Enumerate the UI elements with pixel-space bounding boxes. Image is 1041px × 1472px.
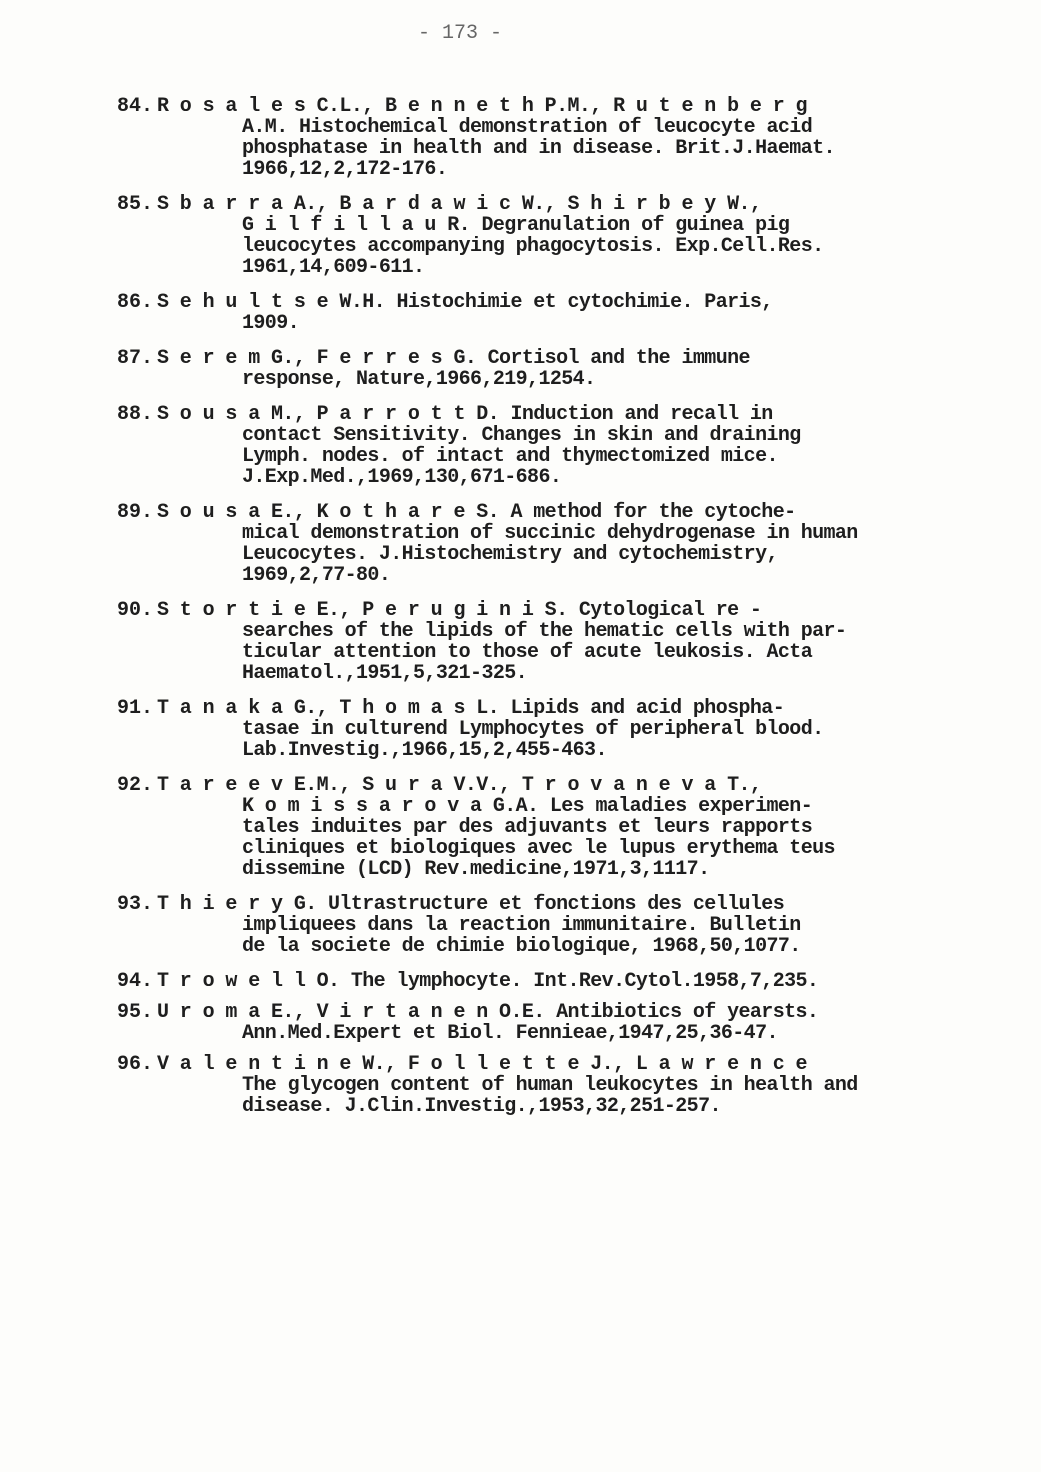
reference-line: A.M. Histochemical demonstration of leucocyte acid	[242, 116, 813, 139]
reference-entry	[117, 600, 957, 684]
reference-number: 92.	[117, 774, 154, 797]
reference-number: 91.	[117, 697, 154, 720]
reference-entry	[117, 292, 957, 334]
reference-line: leucocytes accompanying phagocytosis. Exp.Cell.Res.	[242, 235, 824, 258]
reference-line: G i l f i l l a u R. Degranulation of guinea pig	[242, 214, 790, 237]
reference-line: de la societe de chimie biologique, 1968,50,1077.	[242, 935, 801, 958]
reference-line: Lymph. nodes. of intact and thymectomized mice.	[242, 445, 778, 468]
reference-line: 1969,2,77-80.	[242, 564, 391, 587]
reference-line: V a l e n t i n e W., F o l l e t t e J., L a w r e n c e	[157, 1053, 807, 1076]
reference-text	[157, 96, 957, 180]
reference-number: 89.	[117, 501, 154, 524]
reference-line: 1909.	[242, 312, 300, 335]
reference-text	[157, 194, 957, 278]
reference-line: contact Sensitivity. Changes in skin and draining	[242, 424, 801, 447]
reference-line: The glycogen content of human leukocytes in health and	[242, 1074, 858, 1097]
reference-entry	[117, 775, 957, 880]
reference-line: searches of the lipids of the hematic cells with par-	[242, 620, 847, 643]
reference-line: S e h u l t s e W.H. Histochimie et cytochimie. Paris,	[157, 291, 773, 314]
reference-number: 95.	[117, 1001, 154, 1024]
reference-text	[157, 600, 957, 684]
reference-list	[117, 96, 957, 1127]
reference-line: Leucocytes. J.Histochemistry and cytochemistry,	[242, 543, 778, 566]
reference-number: 94.	[117, 970, 154, 993]
reference-number: 85.	[117, 193, 154, 216]
reference-line: 1966,12,2,172-176.	[242, 158, 448, 181]
reference-line: Haematol.,1951,5,321-325.	[242, 662, 528, 685]
reference-text	[157, 348, 957, 390]
reference-line: ticular attention to those of acute leukosis. Acta	[242, 641, 813, 664]
reference-line: phosphatase in health and in disease. Brit.J.Haemat.	[242, 137, 835, 160]
reference-line: tasae in culturend Lymphocytes of peripheral blood.	[242, 718, 824, 741]
reference-text	[157, 894, 957, 957]
reference-line: Ann.Med.Expert et Biol. Fennieae,1947,25,36-47.	[242, 1022, 778, 1045]
reference-line: S e r e m G., F e r r e s G. Cortisol and the immune	[157, 347, 750, 370]
reference-line: S o u s a E., K o t h a r e S. A method for the cytoche-	[157, 501, 796, 524]
reference-line: J.Exp.Med.,1969,130,671-686.	[242, 466, 562, 489]
reference-entry	[117, 348, 957, 390]
reference-line: T a r e e v E.M., S u r a V.V., T r o v a n e v a T.,	[157, 774, 762, 797]
reference-line: S b a r r a A., B a r d a w i c W., S h i r b e y W.,	[157, 193, 762, 216]
reference-line: S t o r t i e E., P e r u g i n i S. Cytological re -	[157, 599, 762, 622]
reference-entry	[117, 502, 957, 586]
reference-text	[157, 775, 957, 880]
reference-number: 96.	[117, 1053, 154, 1076]
reference-entry	[117, 894, 957, 957]
page-number: - 173 -	[417, 22, 502, 45]
reference-number: 90.	[117, 599, 154, 622]
reference-line: 1961,14,609-611.	[242, 256, 425, 279]
reference-text	[157, 1054, 957, 1117]
reference-number: 86.	[117, 291, 154, 314]
reference-number: 88.	[117, 403, 154, 426]
reference-text	[157, 404, 957, 488]
reference-line: dissemine (LCD) Rev.medicine,1971,3,1117.	[242, 858, 710, 881]
reference-text	[157, 1002, 957, 1044]
reference-entry	[117, 96, 957, 180]
reference-text	[157, 698, 957, 761]
reference-line: tales induites par des adjuvants et leurs rapports	[242, 816, 813, 839]
reference-text	[157, 971, 957, 992]
reference-number: 84.	[117, 95, 154, 118]
reference-line: T a n a k a G., T h o m a s L. Lipids and acid phospha-	[157, 697, 785, 720]
reference-entry	[117, 698, 957, 761]
reference-text	[157, 502, 957, 586]
reference-entry	[117, 971, 957, 992]
reference-entry	[117, 1054, 957, 1117]
reference-entry	[117, 194, 957, 278]
reference-line: T h i e r y G. Ultrastructure et fonctions des cellules	[157, 893, 785, 916]
reference-line: S o u s a M., P a r r o t t D. Induction and recall in	[157, 403, 773, 426]
reference-line: mical demonstration of succinic dehydrogenase in human	[242, 522, 858, 545]
reference-line: R o s a l e s C.L., B e n n e t h P.M., R u t e n b e r g	[157, 95, 807, 118]
reference-line: disease. J.Clin.Investig.,1953,32,251-257.	[242, 1095, 721, 1118]
reference-line: response, Nature,1966,219,1254.	[242, 368, 596, 391]
reference-text	[157, 292, 957, 334]
reference-number: 93.	[117, 893, 154, 916]
reference-line: cliniques et biologiques avec le lupus erythema teus	[242, 837, 835, 860]
reference-line: U r o m a E., V i r t a n e n O.E. Antibiotics of yearsts.	[157, 1001, 819, 1024]
reference-entry	[117, 1002, 957, 1044]
reference-line: Lab.Investig.,1966,15,2,455-463.	[242, 739, 607, 762]
reference-line: impliquees dans la reaction immunitaire. Bulletin	[242, 914, 801, 937]
reference-entry	[117, 404, 957, 488]
reference-number: 87.	[117, 347, 154, 370]
reference-line: K o m i s s a r o v a G.A. Les maladies experimen-	[242, 795, 813, 818]
reference-line: T r o w e l l O. The lymphocyte. Int.Rev.Cytol.1958,7,235.	[157, 970, 819, 993]
